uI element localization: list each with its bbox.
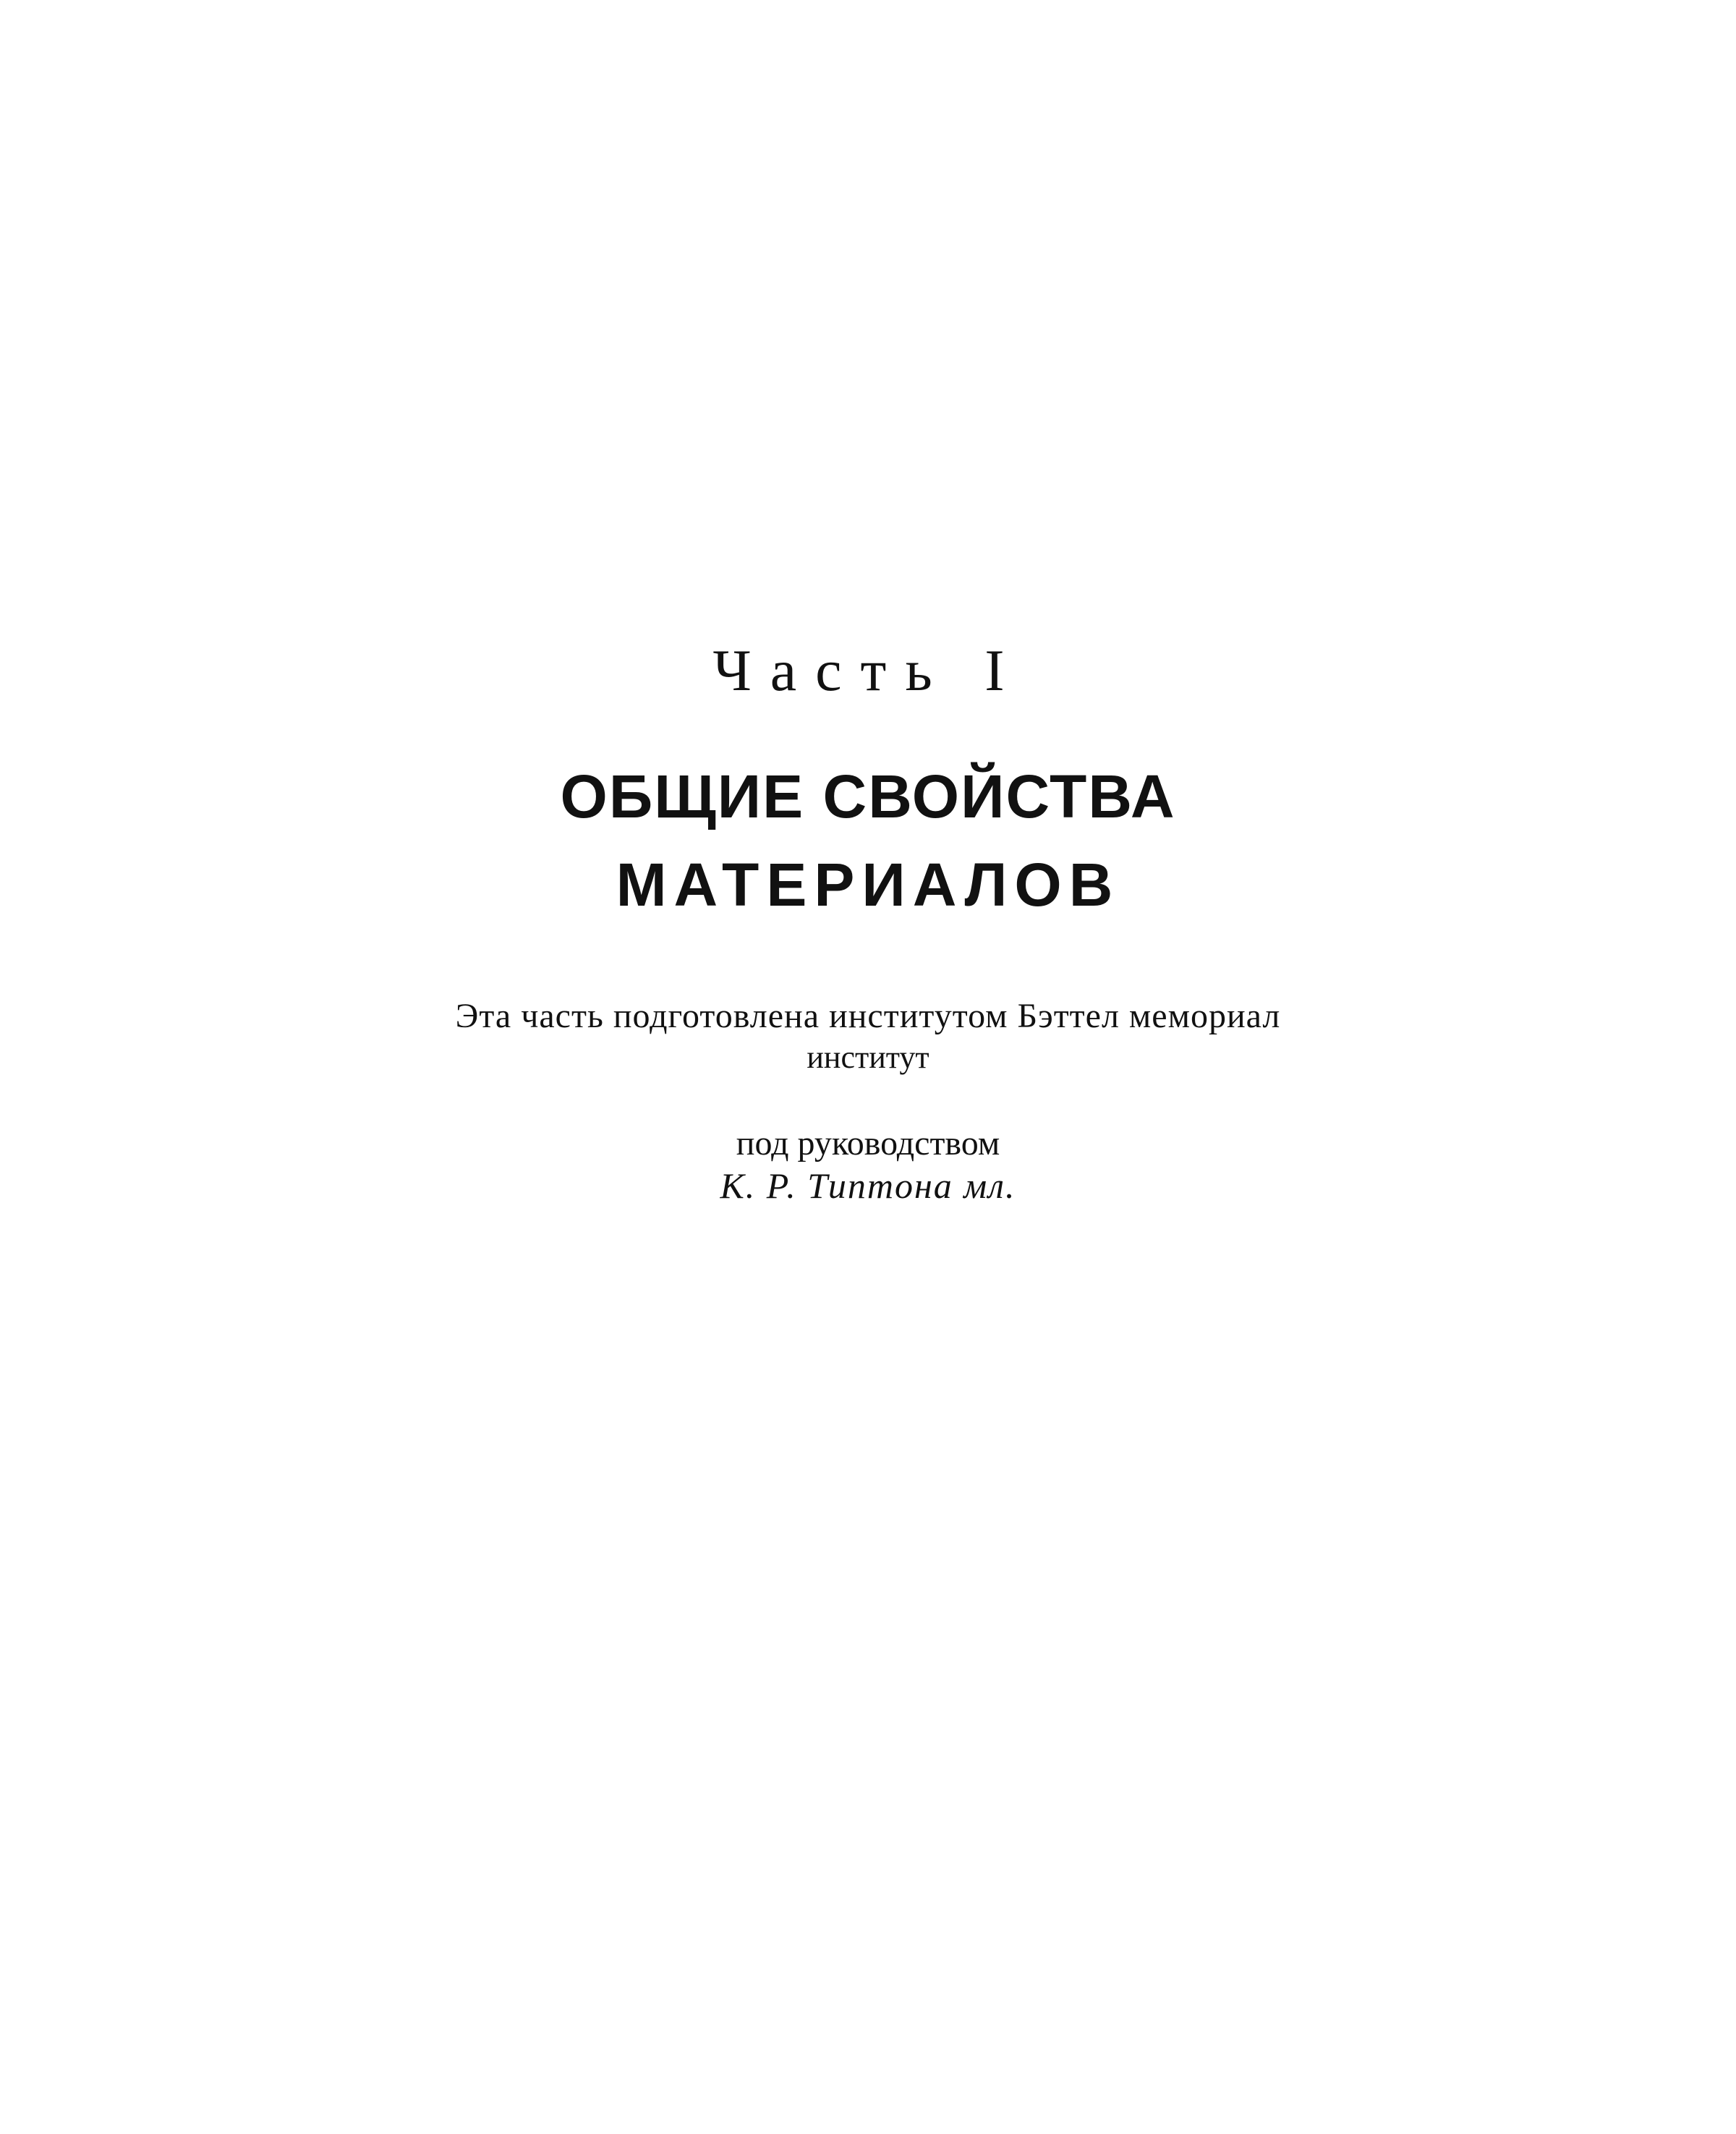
- prepared-by-line-2: институт: [807, 1040, 929, 1075]
- prepared-by-line-1: Эта часть подготовлена институтом Бэттел мемориал: [455, 997, 1281, 1035]
- supervision-label: под руководством: [736, 1124, 1000, 1162]
- part-title-line-1: ОБЩИЕ СВОЙСТВА: [560, 762, 1176, 830]
- part-label: Часть I: [712, 637, 1024, 703]
- part-title-line-2: МАТЕРИАЛОВ: [616, 851, 1120, 919]
- supervisor-name: К. Р. Типтона мл.: [720, 1165, 1016, 1206]
